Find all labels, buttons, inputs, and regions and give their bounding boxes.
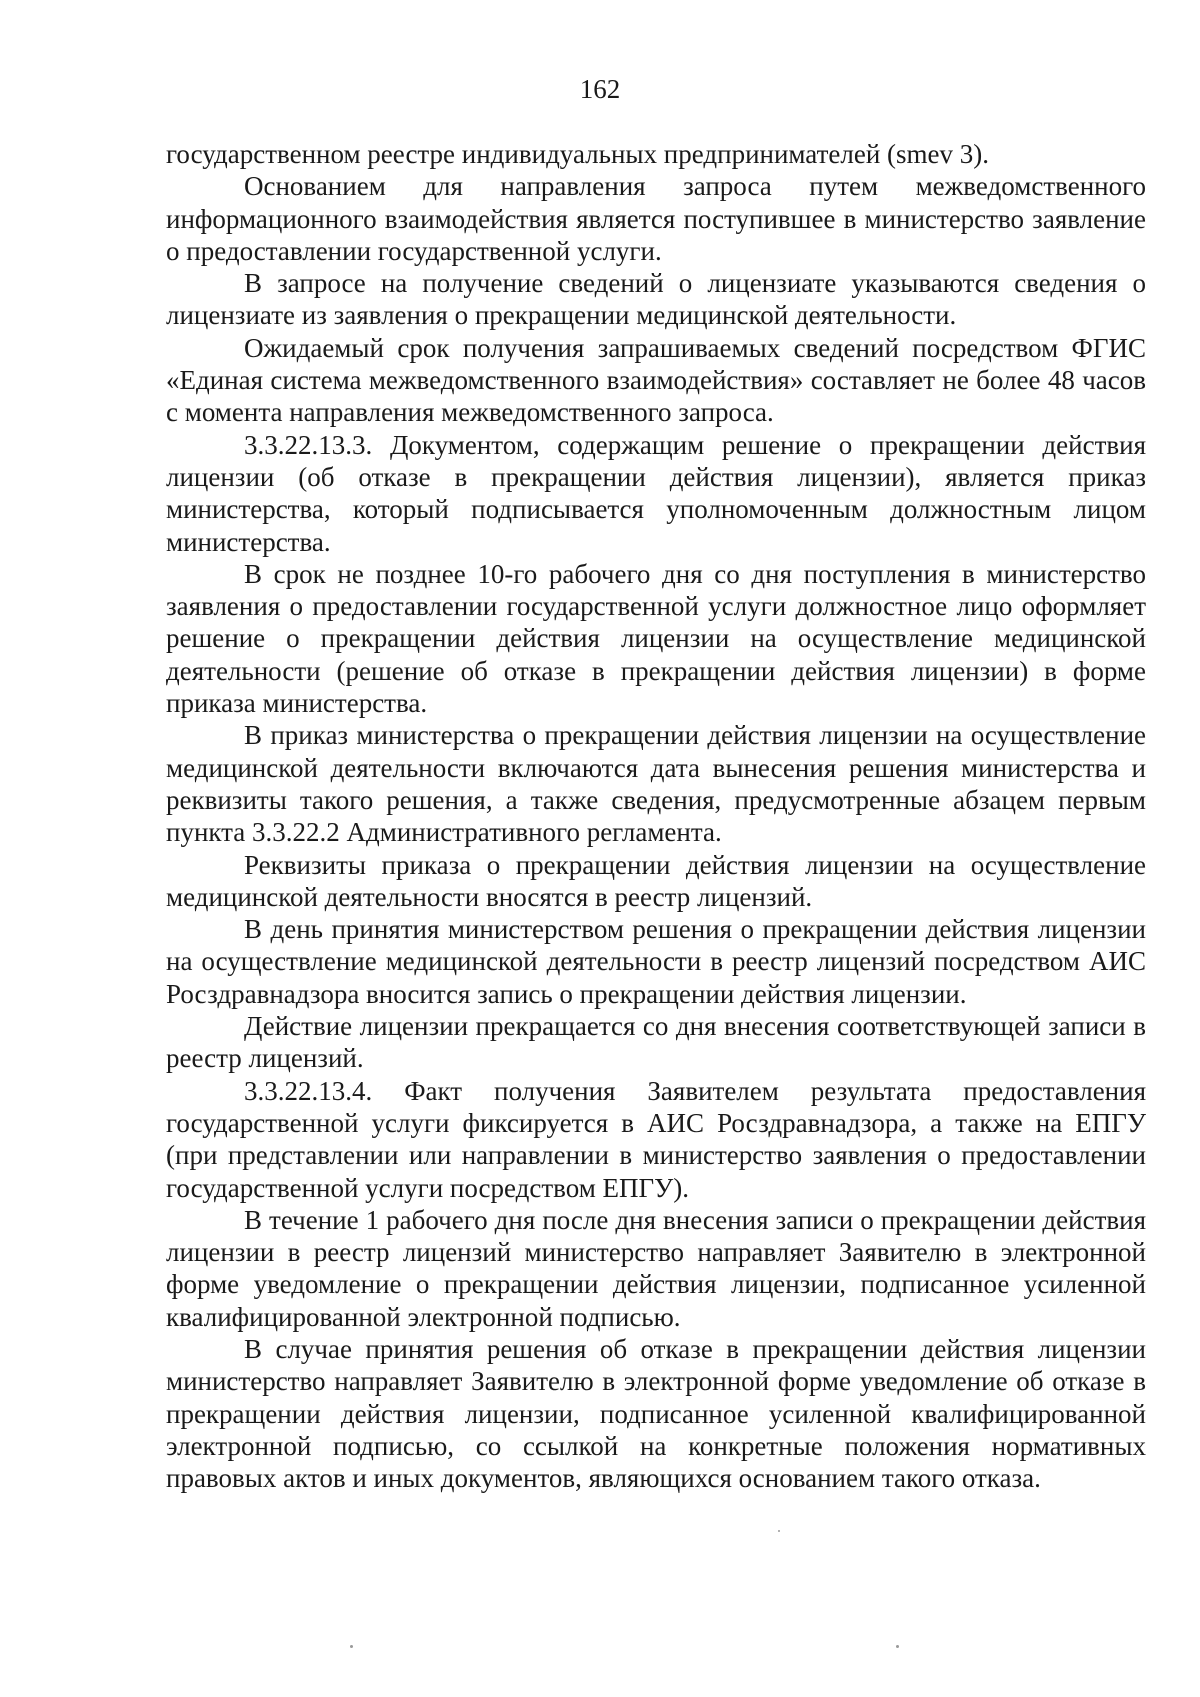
- paragraph: Ожидаемый срок получения запрашиваемых сведений посредством ФГИС «Единая система межведомственного взаимодействия» составляет не более 48 часов с момента направления межведомственного запроса.: [166, 332, 1146, 428]
- paragraph: Действие лицензии прекращается со дня внесения соответствующей записи в реестр лицензий.: [166, 1011, 1146, 1074]
- document-body: [166, 138, 1146, 1494]
- paragraph: В срок не позднее 10-го рабочего дня со дня поступления в министерство заявления о предоставлении государственной услуги должностное лицо оформляет решение о прекращении действия лицензии на осуществление медицинской деятельности (решение об отказе в прекращении действия лицензии) в форме приказа министерства.: [166, 558, 1146, 719]
- paragraph: В случае принятия решения об отказе в прекращении действия лицензии министерство направляет Заявителю в электронной форме уведомление об отказе в прекращении действия лицензии, подписанное усиленной квалифицированной электронной подписью, со ссылкой на конкретные положения нормативных правовых актов и иных документов, являющихся основанием такого отказа.: [166, 1333, 1146, 1494]
- paragraph: Основанием для направления запроса путем межведомственного информационного взаимодействия является поступившее в министерство заявление о предоставлении государственной услуги.: [166, 171, 1146, 266]
- scan-speck: [350, 1645, 353, 1648]
- paragraph: В приказ министерства о прекращении действия лицензии на осуществление медицинской деятельности включаются дата вынесения решения министерства и реквизиты такого решения, а также сведения, предусмотренные абзацем первым пункта 3.3.22.2 Административного регламента.: [166, 720, 1146, 848]
- paragraph: В течение 1 рабочего дня после дня внесения записи о прекращении действия лицензии в реестр лицензий министерство направляет Заявителю в электронной форме уведомление о прекращении действия лицензии, подписанное усиленной квалифицированной электронной подписью.: [166, 1204, 1146, 1332]
- paragraph: Реквизиты приказа о прекращении действия лицензии на осуществление медицинской деятельности вносятся в реестр лицензий.: [166, 849, 1146, 912]
- scan-speck: [896, 1645, 899, 1648]
- paragraph: 3.3.22.13.3. Документом, содержащим решение о прекращении действия лицензии (об отказе в прекращении действия лицензии), является приказ министерства, который подписывается уполномоченным должностным лицом министерства.: [166, 429, 1146, 557]
- paragraph-continuation: государственном реестре индивидуальных предпринимателей (smev 3).: [166, 139, 990, 169]
- paragraph: В день принятия министерством решения о прекращении действия лицензии на осуществление медицинской деятельности в реестр лицензий посредством АИС Росздравнадзора вносится запись о прекращении действия лицензии.: [166, 914, 1146, 1009]
- paragraph: 3.3.22.13.4. Факт получения Заявителем результата предоставления государственной услуги фиксируется в АИС Росздравнадзора, а также на ЕПГУ (при представлении или направлении в министерство заявления о предоставлении государственной услуги посредством ЕПГУ).: [166, 1075, 1146, 1203]
- page-number: 162: [579, 74, 621, 104]
- paragraph: В запросе на получение сведений о лицензиате указываются сведения о лицензиате из заявления о прекращении медицинской деятельности.: [166, 268, 1146, 331]
- scan-speck: [778, 1530, 780, 1532]
